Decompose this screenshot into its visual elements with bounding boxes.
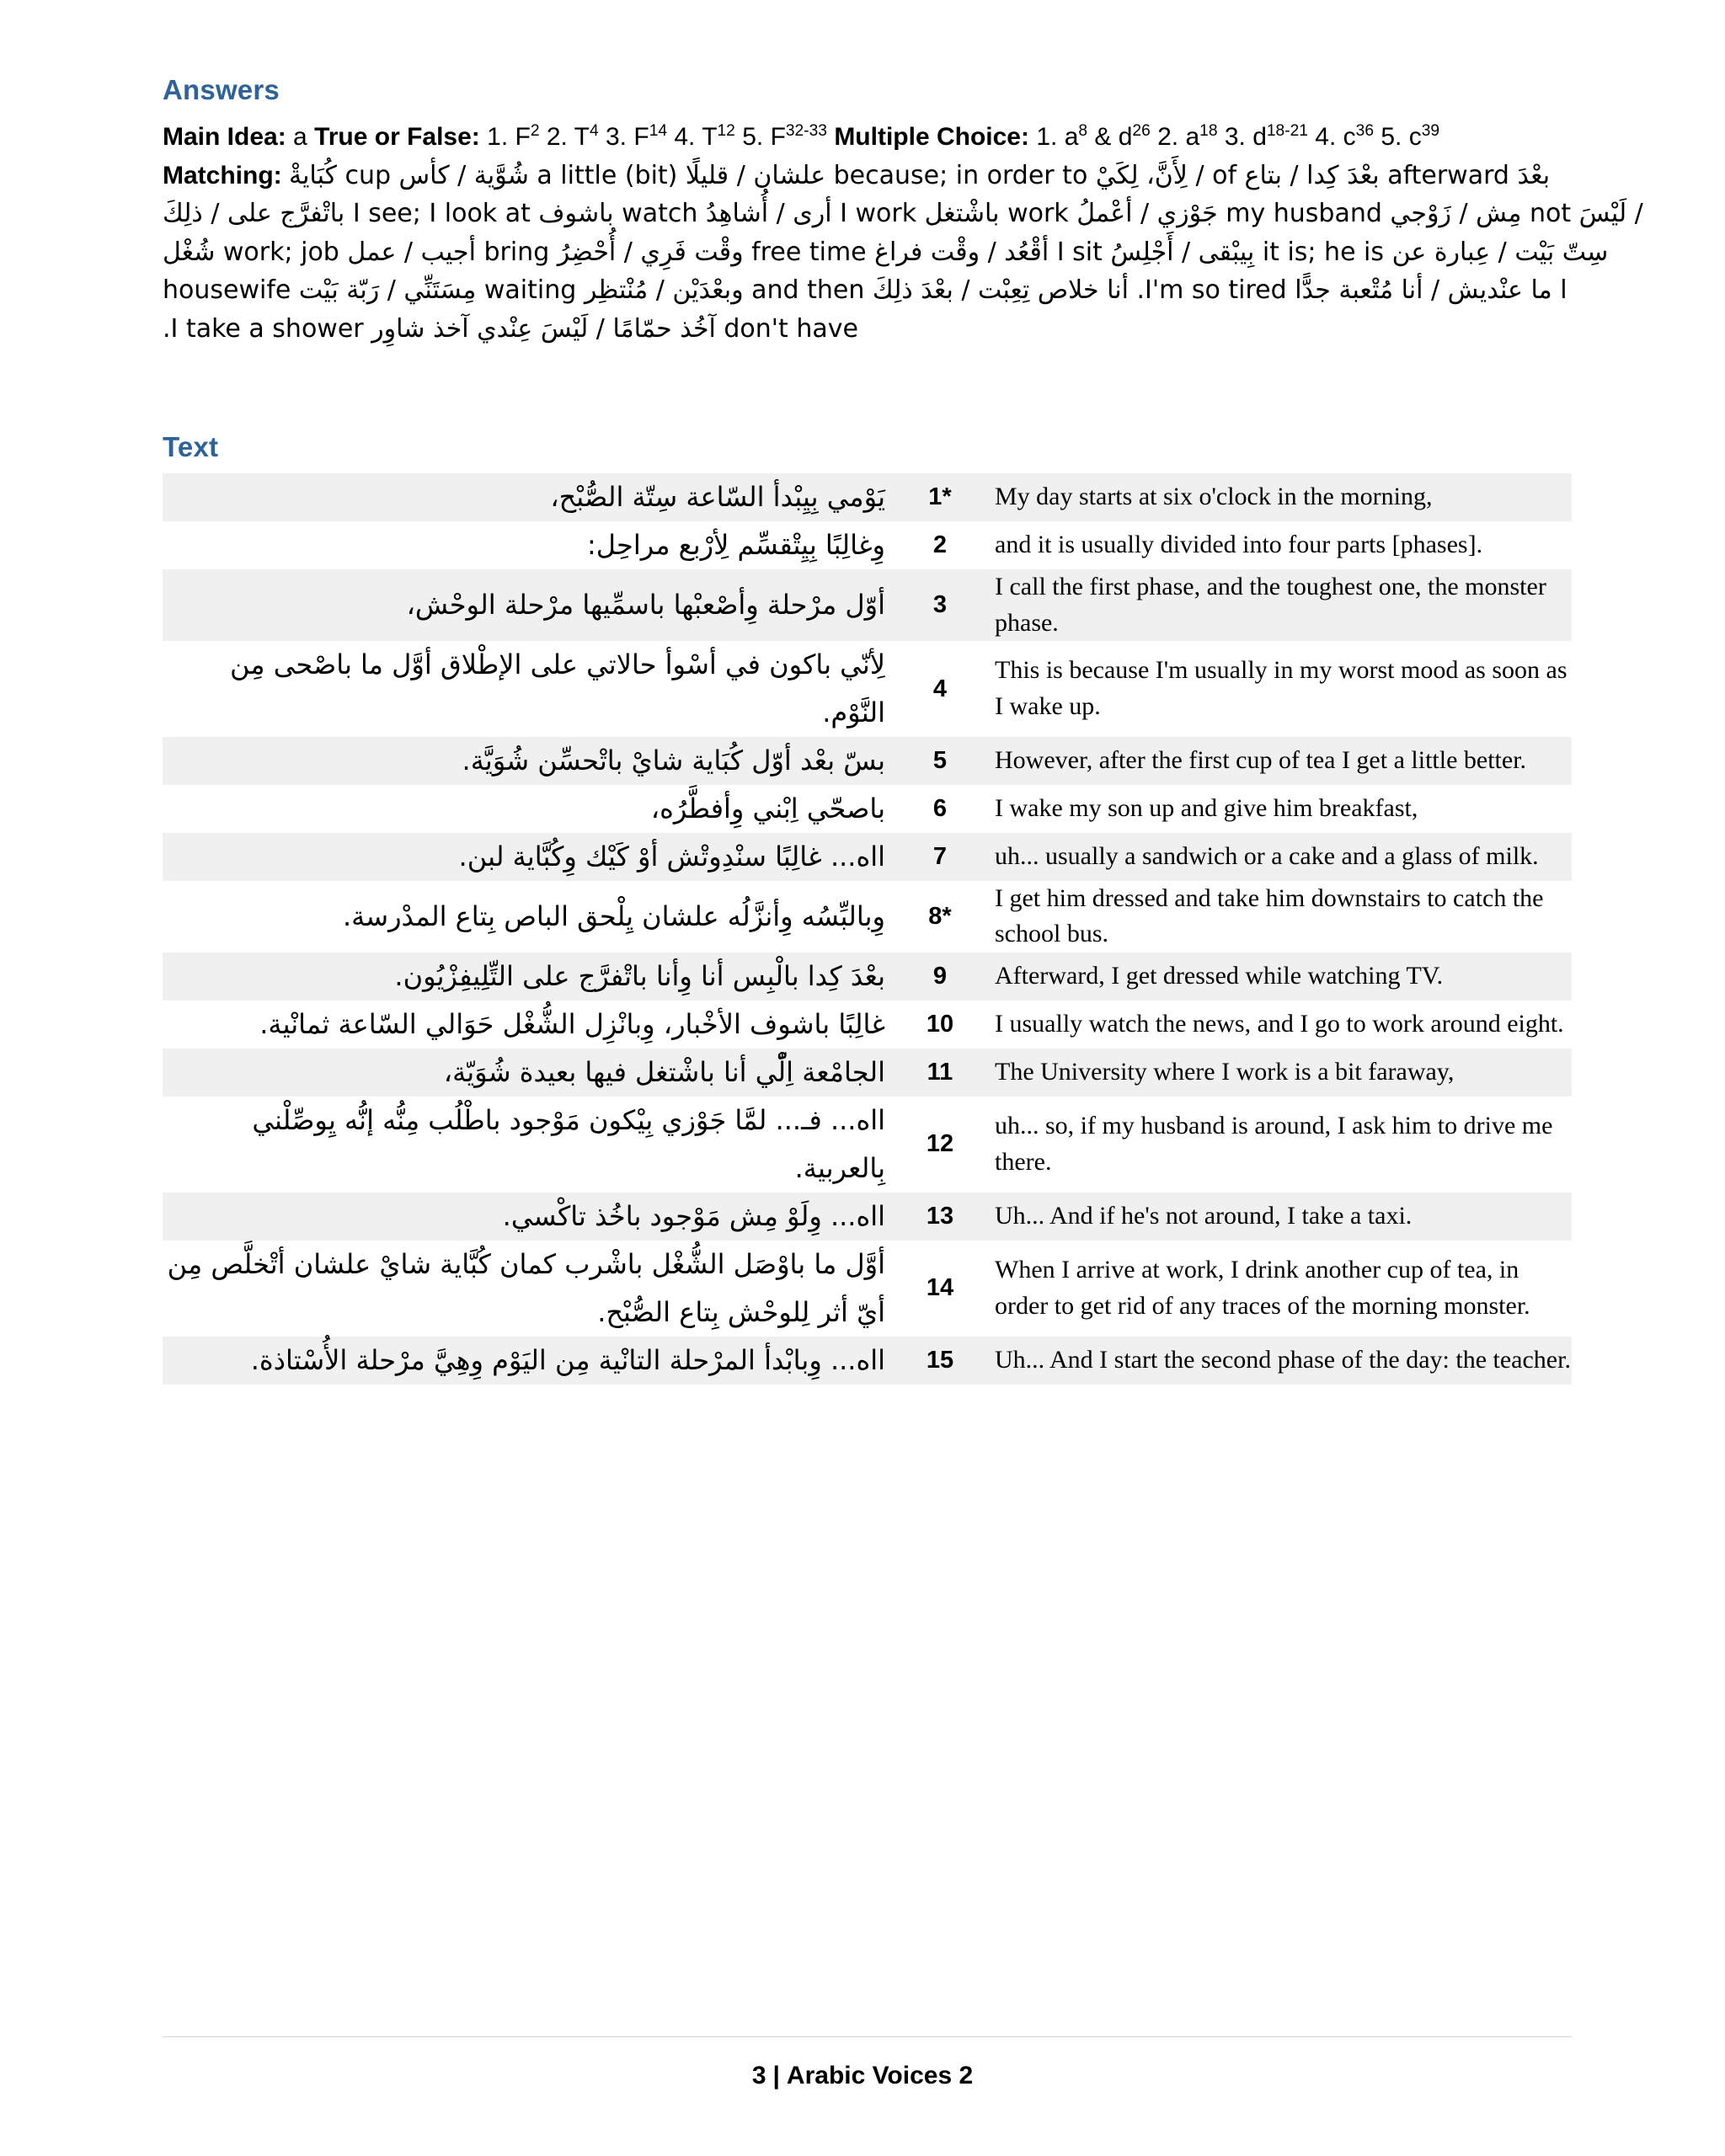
transcript-line-number-cell: 10: [926, 1010, 954, 1038]
transcript-english-cell: When I arrive at work, I drink another cup of tea, in order to get rid of any traces of the morning monster.: [995, 1256, 1530, 1320]
answer-value: $c^{36}$: [1343, 122, 1375, 151]
transcript-arabic-cell: وِبالبِّسُه وِأنزَّلُه علشان يِلْحق الباص بِتاع المدْرسة.: [342, 899, 885, 932]
footer-page-number: 3: [751, 2062, 766, 2089]
transcript-english-cell: I usually watch the news, and I go to work around eight.: [995, 1010, 1564, 1038]
transcript-line-number-cell: 2: [932, 531, 948, 558]
table-row: [163, 641, 1572, 737]
transcript-english-cell: Uh... And if he's not around, I take a taxi.: [995, 1201, 1413, 1230]
answer-value: $F^{32-33}$: [770, 122, 827, 151]
transcript-english-cell: This is because I'm usually in my worst mood as soon as I wake up.: [995, 656, 1567, 721]
footer-separator: |: [772, 2062, 780, 2089]
transcript-arabic-cell: لِأنّي باكون في أسْوأ حالاتي على الإطْلاق أوَّل ما باصْحى مِن النَّوْم.: [230, 648, 885, 729]
answer-value: $a^{18}$: [1185, 122, 1218, 151]
transcript-arabic-cell: وِغالِبًا بِيِتْقسِّم لِأرْبع مراحِل:: [587, 528, 885, 561]
answer-line-reference: 4: [589, 122, 599, 140]
transcript-english-cell: My day starts at six o'clock in the morning,: [995, 483, 1433, 511]
transcript-english-cell: uh... usually a sandwich or a cake and a glass of milk.: [995, 842, 1539, 871]
transcript-table-body: [163, 473, 1572, 1385]
answer-line-reference: 18: [1199, 122, 1218, 140]
transcript-table: [163, 473, 1572, 1385]
table-row: [163, 953, 1572, 1001]
answers-label: Multiple Choice:: [834, 123, 1029, 151]
table-row: [163, 521, 1572, 569]
answers-content-block: [163, 118, 1643, 349]
transcript-line-number-cell: 3: [932, 591, 948, 618]
table-row: [163, 473, 1572, 521]
table-row: [163, 785, 1572, 833]
transcript-line-number-cell: 8*: [928, 902, 952, 930]
answers-line-matching-4: [163, 271, 1571, 310]
transcript-arabic-cell: باصحّي اِبْني وِأفطَّرُه،: [650, 792, 885, 825]
transcript-english-cell: I wake my son up and give him breakfast,: [995, 794, 1418, 823]
transcript-line-number-cell: 9: [932, 963, 948, 990]
transcript-line-number-cell: 12: [926, 1130, 954, 1158]
matching-vocabulary-text: سِتّ بَيْت / عِبارة عن it is; he is بِيبْقى / أَجْلِسُ I sit أقْعُد / وقْت فراغ free time وقْت فَرِي / أُحْضِرُ bring أجيب / عمل work; job شُغْل: [163, 237, 1609, 267]
answers-line-matching-1: [163, 157, 1571, 195]
table-row: [163, 1193, 1572, 1241]
transcript-line-number-cell: 5: [932, 746, 948, 774]
transcript-arabic-cell: بسّ بعْد أوّل كُبَاية شايْ باتْحسِّن شُوَيَّة.: [462, 744, 885, 776]
answers-label: Main Idea:: [163, 123, 286, 151]
transcript-english-cell: However, after the first cup of tea I get a little better.: [995, 746, 1527, 775]
answer-value: $d^{18-21}$: [1252, 122, 1308, 151]
answer-line-reference: 12: [717, 122, 735, 140]
transcript-line-number-cell: 11: [927, 1058, 953, 1086]
answer-value: $T^4$: [574, 122, 599, 151]
answer-line-reference: 39: [1421, 122, 1440, 140]
table-row: [163, 1049, 1572, 1097]
answer-value: $T^{12}$: [702, 122, 735, 151]
answers-label: True or False:: [314, 123, 480, 151]
answer-line-reference: 14: [649, 122, 668, 140]
page-footer: [0, 2062, 1725, 2090]
transcript-english-cell: uh... so, if my husband is around, I ask him to drive me there.: [995, 1112, 1553, 1176]
table-row: [163, 1241, 1572, 1337]
transcript-arabic-cell: أوّل مرْحلة وِأصْعبْها باسمِّيها مرْحلة الوحْش،: [406, 589, 885, 622]
answer-value: $F^2$: [515, 122, 540, 151]
transcript-line-number-cell: 13: [926, 1202, 954, 1230]
transcript-arabic-cell: ااه... غالِبًا سنْدِوتْش أوْ كَيْك وِكُبَّاية لبن.: [458, 840, 885, 873]
answer-line-reference: 8: [1078, 122, 1088, 140]
text-section-heading: Text: [163, 431, 219, 462]
footer-divider: [163, 2036, 1572, 2037]
transcript-arabic-cell: غالِبًا باشوف الأخْبار، وِبانْزِل الشُّغْل حَوَالي السّاعة ثمانْية.: [259, 1008, 885, 1040]
answer-value: $c^{39}$: [1408, 122, 1440, 151]
footer-book-title: Arabic Voices 2: [786, 2062, 974, 2089]
transcript-line-number-cell: 6: [932, 794, 948, 822]
answer-value: $d^{26}$: [1118, 122, 1151, 151]
answers-label: Matching:: [163, 161, 289, 189]
answer-line-reference: 18-21: [1266, 122, 1308, 140]
transcript-english-cell: The University where I work is a bit faraway,: [995, 1058, 1455, 1086]
matching-vocabulary-text: ا ما عنْديش / أنا مُتْعبة جدًّا I'm so tired. أنا خلاص تِعِبْت / بعْدَ ذلِكَ and then وبعْدَيْن / مُنْتظِر waiting مِسَتَنِّي / رَبّة بَيْت housewife: [163, 275, 1567, 306]
table-row: [163, 1097, 1572, 1193]
answer-value: $F^{14}$: [633, 122, 668, 151]
transcript-english-cell: and it is usually divided into four parts [phases].: [995, 531, 1483, 559]
transcript-arabic-cell: ااه... وِلَوْ مِش مَوْجود باخُذ تاكْسي.: [502, 1199, 885, 1232]
table-row: [163, 737, 1572, 785]
table-row: [163, 833, 1572, 881]
table-row: [163, 1337, 1572, 1385]
transcript-arabic-cell: يَوْمي بِيِبْدأ السّاعة سِتّة الصُّبْح،: [550, 481, 885, 513]
transcript-line-number-cell: 7: [932, 842, 948, 870]
transcript-arabic-cell: ااه... فـ... لمَّا جَوْزي بِيْكون مَوْجود باطْلُب مِنُّه إنُّه يِوصِّلْني بِالعربية.: [252, 1103, 885, 1184]
table-row: [163, 569, 1572, 641]
transcript-english-cell: Afterward, I get dressed while watching TV.: [995, 962, 1444, 990]
table-row: [163, 1001, 1572, 1049]
table-row: [163, 881, 1572, 953]
transcript-line-number-cell: 1*: [928, 483, 952, 510]
transcript-line-number-cell: 15: [926, 1346, 954, 1374]
matching-vocabulary-text: don't have آخُذ حمّامًا / لَيْسَ عِنْدي آخذ شاوِر I take a shower.: [163, 313, 858, 344]
transcript-english-cell: Uh... And I start the second phase of the day: the teacher.: [995, 1345, 1571, 1374]
answer-line-reference: 32-33: [785, 122, 827, 140]
matching-vocabulary-text: بعْدَ afterward بعْدَ كِدا / بتاع of / لِأَنَّ، لِكَيْ because; in order to علشان / قليلًا a little (bit) شُوَّية / كأس cup كُبَايةْ: [289, 160, 1551, 190]
answers-line-matching-5: [163, 310, 1571, 349]
answer-value: $a^8$: [1064, 122, 1088, 151]
answers-line-matching-2: [163, 195, 1643, 233]
answers-section-heading: Answers: [163, 74, 280, 105]
answer-line-reference: 36: [1355, 122, 1375, 140]
answer-line-reference: 2: [530, 122, 540, 140]
transcript-line-number-cell: 14: [926, 1274, 954, 1302]
transcript-arabic-cell: الجامْعة اِلّْي أنا باشْتغل فيها بعيدة شُوَيّة،: [443, 1055, 885, 1088]
answers-line-main-idea: Main Idea: a True or False: 1. $F^2$ 2. $T^4$ 3. $F^{14}$ 4. $T^{12}$ 5. $F^{32-33}$ Multiple Choice: 1. $a^8$ & $d^{26}$ 2. $a^{18}$ 3. $d^{18-21}$ 4. $c^{36}$ 5. $c^{39}$: [163, 122, 1440, 151]
transcript-arabic-cell: أوَّل ما باوْصَل الشُّغْل باشْرب كمان كُبَّاية شايْ علشان أتْخلَّص مِن أيّ أثر لِلوحْش بِتاع الصُّبْح.: [167, 1247, 885, 1328]
transcript-arabic-cell: بعْدَ كِدا بالْبِس أنا وِأنا باتْفرَّج على التِّلِيفِزْيُون.: [394, 960, 885, 993]
transcript-english-cell: I get him dressed and take him downstairs to catch the school bus.: [995, 883, 1544, 948]
transcript-arabic-cell: ااه... وِبابْدأ المرْحلة التانْية مِن اليَوْم وِهِيَّ مرْحلة الأُسْتاذة.: [250, 1343, 885, 1376]
matching-vocabulary-text: / لَيْسَ not مِش / زَوْجي my husband جَوْزي / أعْملُ work باشْتغل I work أرى / أُشاهِدُ watch باشوف I see; I look at باتْفرَّج على / ذلِكَ: [163, 199, 1643, 229]
transcript-english-cell: I call the first phase, and the toughest one, the monster phase.: [995, 572, 1546, 637]
answers-line-matching-3: [163, 233, 1609, 272]
transcript-line-number-cell: 4: [932, 675, 948, 702]
answer-line-reference: 26: [1132, 122, 1151, 140]
